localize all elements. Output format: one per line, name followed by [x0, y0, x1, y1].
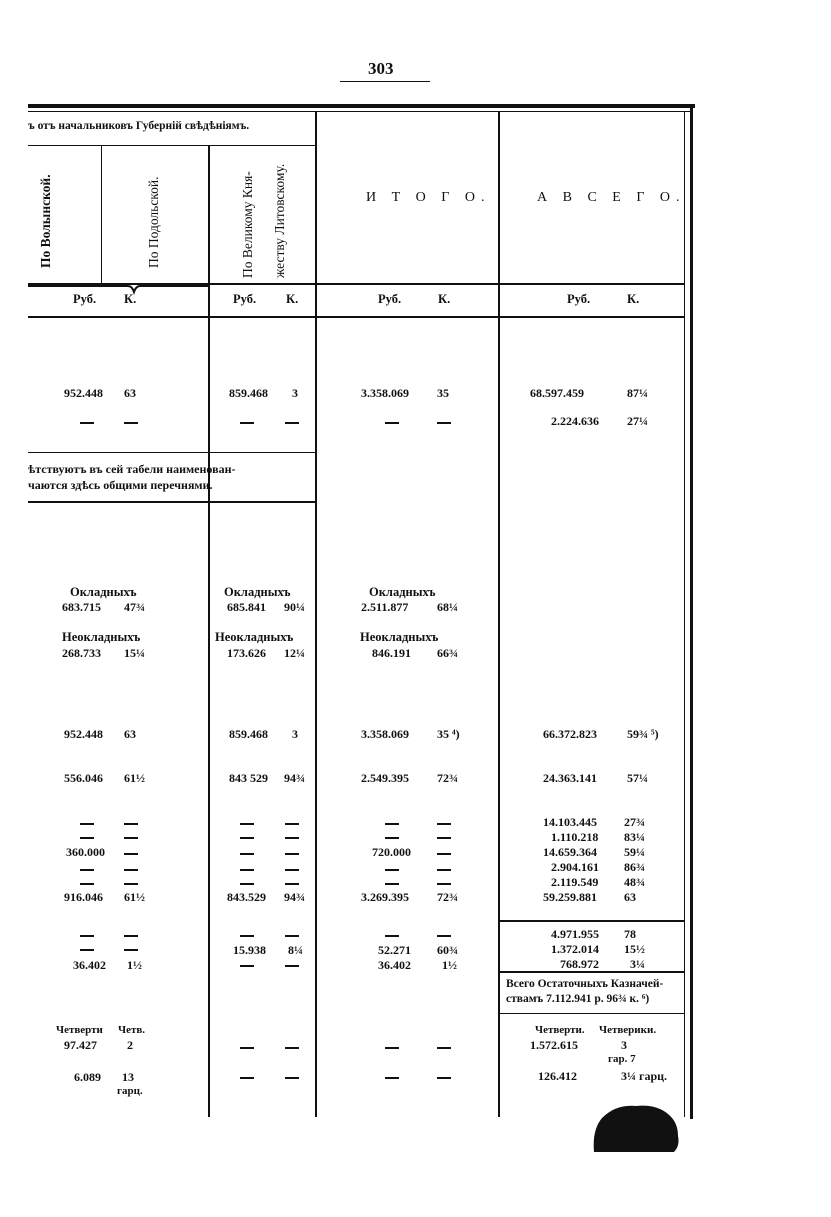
col-header-lit-1: По Великому Кня- [240, 171, 255, 278]
row1-volyn-k: 63 [124, 386, 136, 400]
dash [285, 422, 299, 424]
unit-kop-volyn: К. [124, 292, 137, 306]
grain-vsego-1-unit: гар. 7 [608, 1053, 636, 1065]
unit-rub-vsego: Руб. [567, 292, 591, 306]
dash [124, 869, 138, 871]
okl-volyn: 683.715 [62, 600, 101, 614]
group5-lit-tot-k: 94¾ [284, 890, 305, 904]
grain-vsego-1-k: 3 [621, 1038, 627, 1052]
dash [437, 935, 451, 937]
dash [80, 823, 94, 825]
dash [124, 837, 138, 839]
row4-volyn-k: 61½ [124, 771, 145, 785]
group5-vsego-1: 14.103.445 [543, 815, 597, 829]
dash [80, 935, 94, 937]
group5-lit-tot: 843.529 [227, 890, 266, 904]
group5-vsego-6-k: 63 [624, 890, 636, 904]
group5-volyn-tot-k: 61½ [124, 890, 145, 904]
dash [385, 422, 399, 424]
group5-volyn-mid: 360.000 [66, 845, 105, 859]
dash [80, 837, 94, 839]
dash [240, 883, 254, 885]
dash [124, 949, 138, 951]
summary-line-2: ствамъ 7.112.941 р. 96¾ к. ⁶) [506, 993, 650, 1005]
okl-itogo: 2.511.877 [361, 600, 409, 614]
dash [124, 853, 138, 855]
group5-itogo-tot: 3.269.395 [361, 890, 409, 904]
caption-rule [28, 145, 316, 146]
group5-vsego-4-k: 86¾ [624, 860, 645, 874]
unit-kop-itogo: К. [438, 292, 451, 306]
row1-lit: 859.468 [229, 386, 268, 400]
col-divider-vsego [498, 112, 500, 1117]
group6-vsego-1-k: 78 [624, 927, 636, 941]
group5-volyn-tot: 916.046 [64, 890, 103, 904]
dash [385, 1077, 399, 1079]
row2-vsego: 2.224.636 [551, 414, 599, 428]
grain-volyn-1-k: 2 [127, 1038, 133, 1052]
dash [437, 1077, 451, 1079]
row4-itogo-k: 72¾ [437, 771, 458, 785]
dash [285, 935, 299, 937]
group6-itogo-2-k: 1½ [442, 958, 457, 972]
row3-itogo: 3.358.069 [361, 727, 409, 741]
unit-rub-lit: Руб. [233, 292, 257, 306]
dash [240, 935, 254, 937]
row3-vsego-k: 59¾ ⁵) [627, 727, 659, 741]
dash [285, 823, 299, 825]
col-header-vsego: А В С Е Г О. [537, 190, 686, 205]
group6-itogo-1: 52.271 [378, 943, 411, 957]
row2-vsego-k: 27¼ [627, 414, 648, 428]
dash [240, 823, 254, 825]
okl-volyn-k: 47¾ [124, 600, 145, 614]
group5-vsego-3: 14.659.364 [543, 845, 597, 859]
group6-vsego-3-k: 3¼ [630, 957, 645, 971]
neokl-label-lit: Неокладныхъ [215, 630, 294, 644]
note-line-2: чаются здѣсь общими перечнями. [28, 478, 213, 492]
group5-vsego-5: 2.119.549 [551, 875, 599, 889]
units-bottom-rule [28, 316, 685, 318]
neokl-label-volyn: Неокладныхъ [62, 630, 141, 644]
okl-lit-k: 90¼ [284, 600, 305, 614]
dash [124, 823, 138, 825]
dash [285, 1047, 299, 1049]
row4-vsego-k: 57¼ [627, 771, 648, 785]
dash [285, 869, 299, 871]
header-brace [28, 284, 210, 296]
row4-lit: 843 529 [229, 771, 268, 785]
table-top-border-thin [28, 111, 692, 112]
grain-vsego-h1: Четверти. [535, 1024, 585, 1036]
page-number-underline [340, 81, 430, 82]
okl-label-itogo: Окладныхъ [369, 585, 436, 599]
row4-lit-k: 94¾ [284, 771, 305, 785]
summary-line-1: Всего Остаточныхъ Казначей- [506, 978, 664, 990]
grain-volyn-2-unit: гарц. [117, 1085, 143, 1097]
okl-label-volyn: Окладныхъ [70, 585, 137, 599]
group5-vsego-2: 1.110.218 [551, 830, 599, 844]
vsego-group-rule-2 [498, 971, 685, 973]
row4-vsego: 24.363.141 [543, 771, 597, 785]
grain-vsego-1: 1.572.615 [530, 1038, 578, 1052]
grain-volyn-1: 97.427 [64, 1038, 97, 1052]
okl-lit: 685.841 [227, 600, 266, 614]
group6-vsego-2-k: 15½ [624, 942, 645, 956]
group5-vsego-4: 2.904.161 [551, 860, 599, 874]
group6-lit-k: 8¼ [288, 943, 303, 957]
ink-blot [590, 1100, 685, 1155]
table-right-border [690, 104, 693, 1119]
grain-vsego-2-k: 3¼ гарц. [621, 1069, 668, 1083]
dash [240, 853, 254, 855]
dash [385, 883, 399, 885]
dash [285, 853, 299, 855]
dash [437, 883, 451, 885]
dash [240, 837, 254, 839]
group6-volyn-k: 1½ [127, 958, 142, 972]
grain-vsego-h2: Четверики. [599, 1024, 657, 1036]
dash [285, 965, 299, 967]
row1-volyn: 952.448 [64, 386, 103, 400]
row1-vsego-k: 87¼ [627, 386, 648, 400]
page-number: 303 [368, 59, 394, 78]
dash [437, 422, 451, 424]
group6-lit: 15.938 [233, 943, 266, 957]
table-right-border-inner [684, 112, 685, 1117]
row1-lit-k: 3 [292, 386, 298, 400]
unit-rub-volyn: Руб. [73, 292, 97, 306]
dash [285, 883, 299, 885]
dash [385, 837, 399, 839]
group6-itogo-2: 36.402 [378, 958, 411, 972]
note-bottom-rule [28, 501, 316, 503]
dash [80, 883, 94, 885]
dash [437, 837, 451, 839]
dash [240, 965, 254, 967]
okl-itogo-k: 68¼ [437, 600, 458, 614]
row1-itogo: 3.358.069 [361, 386, 409, 400]
note-top-rule [28, 452, 316, 453]
summary-bottom-rule [498, 1013, 685, 1014]
row4-volyn: 556.046 [64, 771, 103, 785]
group6-vsego-2: 1.372.014 [551, 942, 599, 956]
group5-vsego-1-k: 27¾ [624, 815, 645, 829]
col-header-itogo: И Т О Г О. [366, 190, 491, 205]
dash [240, 422, 254, 424]
row3-volyn: 952.448 [64, 727, 103, 741]
col-header-volyn: По Волынской. [38, 174, 53, 268]
row1-itogo-k: 35 [437, 386, 449, 400]
group6-itogo-1-k: 60¾ [437, 943, 458, 957]
vsego-group-rule-1 [498, 920, 685, 922]
unit-kop-vsego: К. [627, 292, 640, 306]
unit-kop-lit: К. [286, 292, 299, 306]
dash [437, 853, 451, 855]
dash [285, 1077, 299, 1079]
dash [80, 869, 94, 871]
row1-vsego: 68.597.459 [530, 386, 584, 400]
dash [285, 837, 299, 839]
group5-itogo-tot-k: 72¾ [437, 890, 458, 904]
neokl-lit-k: 12¼ [284, 646, 305, 660]
dash [437, 823, 451, 825]
neokl-lit: 173.626 [227, 646, 266, 660]
dash [80, 422, 94, 424]
table-top-border [28, 104, 695, 108]
row3-vsego: 66.372.823 [543, 727, 597, 741]
dash [385, 1047, 399, 1049]
grain-volyn-h1: Четверти [56, 1024, 103, 1036]
unit-rub-itogo: Руб. [378, 292, 402, 306]
grain-volyn-h2: Четв. [118, 1024, 146, 1036]
grain-volyn-2: 6.089 [74, 1070, 101, 1084]
neokl-volyn: 268.733 [62, 646, 101, 660]
group5-vsego-5-k: 48¾ [624, 875, 645, 889]
row3-lit-k: 3 [292, 727, 298, 741]
row4-itogo: 2.549.395 [361, 771, 409, 785]
group5-vsego-2-k: 83¼ [624, 830, 645, 844]
dash [385, 935, 399, 937]
dash [80, 949, 94, 951]
dash [240, 869, 254, 871]
grain-vsego-2: 126.412 [538, 1069, 577, 1083]
col-header-lit-2: жеству Литовскому. [272, 163, 287, 278]
okl-label-lit: Окладныхъ [224, 585, 291, 599]
dash [437, 869, 451, 871]
neokl-itogo-k: 66¾ [437, 646, 458, 660]
row3-volyn-k: 63 [124, 727, 136, 741]
dash [124, 935, 138, 937]
dash [124, 422, 138, 424]
group6-vsego-1: 4.971.955 [551, 927, 599, 941]
col-divider-itogo [315, 112, 317, 1117]
dash [124, 883, 138, 885]
col-header-podol: По Подольской. [146, 176, 161, 268]
note-line-1: ѣтствуютъ въ сей табели наименован- [28, 462, 236, 476]
grain-volyn-2-k: 13 [122, 1070, 134, 1084]
neokl-itogo: 846.191 [372, 646, 411, 660]
table-caption: ъ отъ начальниковъ Губерній свѣдѣніямъ. [28, 120, 250, 132]
group6-volyn: 36.402 [73, 958, 106, 972]
group6-vsego-3: 768.972 [560, 957, 599, 971]
dash [240, 1047, 254, 1049]
row3-itogo-k: 35 ⁴) [437, 727, 460, 741]
neokl-label-itogo: Неокладныхъ [360, 630, 439, 644]
group5-vsego-6: 59.259.881 [543, 890, 597, 904]
neokl-volyn-k: 15¼ [124, 646, 145, 660]
group5-vsego-3-k: 59¼ [624, 845, 645, 859]
dash [240, 1077, 254, 1079]
col-divider-podol [101, 146, 102, 283]
row3-lit: 859.468 [229, 727, 268, 741]
dash [385, 823, 399, 825]
dash [437, 1047, 451, 1049]
group5-itogo-mid: 720.000 [372, 845, 411, 859]
dash [385, 869, 399, 871]
